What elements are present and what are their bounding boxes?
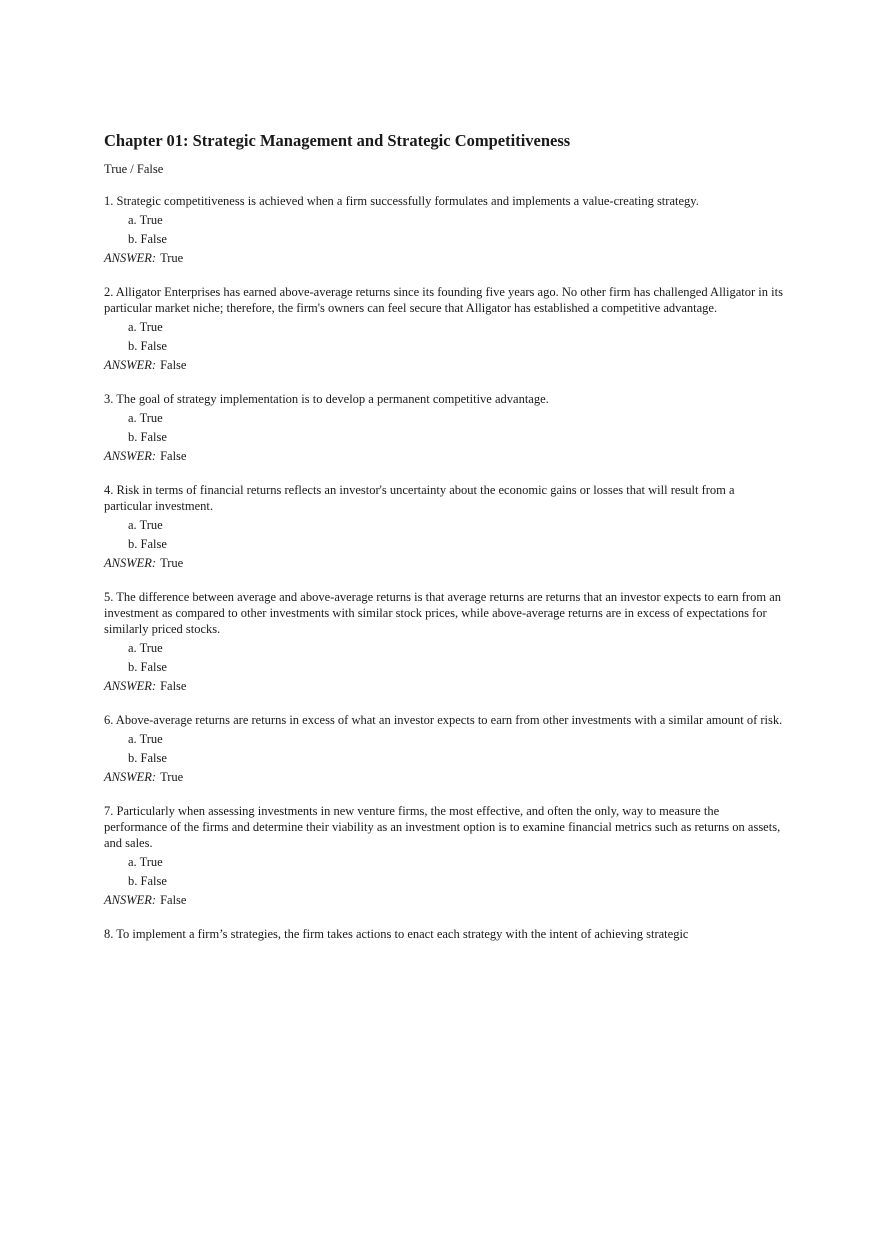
answer-label: ANSWER: — [104, 679, 157, 693]
question-stem: 3. The goal of strategy implementation is to develop a permanent competitive advantage. — [104, 392, 549, 406]
question-stem: 5. The difference between average and above-average returns is that average returns are returns that an investor expects to earn from an investment as compared to other investments with similar stock prices, while above-average returns are in excess of expectations for similarly priced stocks. — [104, 590, 781, 636]
answer-option: a. True — [128, 732, 163, 746]
question-item — [104, 712, 784, 785]
answer-option: b. False — [128, 751, 167, 765]
question-stem: 8. To implement a firm’s strategies, the firm takes actions to enact each strategy with the intent of achieving strategic — [104, 927, 689, 941]
question-stem: 7. Particularly when assessing investments in new venture firms, the most effective, and often the only, way to measure the performance of the firms and determine their viability as an investment option is to examine financial metrics such as returns on assets, and sales. — [104, 804, 781, 850]
answer-value: False — [160, 679, 187, 693]
answer-value: False — [160, 449, 187, 463]
question-list — [104, 193, 784, 942]
section-heading: True / False — [104, 162, 164, 176]
answer-line — [104, 555, 784, 571]
answer-label: ANSWER: — [104, 251, 157, 265]
question-item — [104, 589, 784, 694]
answer-line — [104, 357, 784, 373]
answer-value: False — [160, 893, 187, 907]
answer-line — [104, 448, 784, 464]
answer-line — [104, 892, 784, 908]
answer-option: b. False — [128, 874, 167, 888]
answer-option: a. True — [128, 320, 163, 334]
answer-label: ANSWER: — [104, 893, 157, 907]
answer-option: a. True — [128, 411, 163, 425]
answer-option: b. False — [128, 232, 167, 246]
answer-line — [104, 678, 784, 694]
answer-value: False — [160, 358, 187, 372]
question-item — [104, 803, 784, 908]
answer-option: a. True — [128, 641, 163, 655]
question-stem: 2. Alligator Enterprises has earned above-average returns since its founding five years ago. No other firm has challenged Alligator in its particular market niche; therefore, the firm's owners can feel secure that Alligator has established a competitive advantage. — [104, 285, 783, 315]
document-page — [104, 131, 784, 942]
answer-option: b. False — [128, 537, 167, 551]
answer-option: b. False — [128, 660, 167, 674]
answer-option: b. False — [128, 430, 167, 444]
answer-option: b. False — [128, 339, 167, 353]
question-item — [104, 482, 784, 571]
answer-line — [104, 769, 784, 785]
answer-label: ANSWER: — [104, 556, 157, 570]
answer-line — [104, 250, 784, 266]
answer-value: True — [160, 770, 184, 784]
answer-value: True — [160, 556, 184, 570]
answer-label: ANSWER: — [104, 358, 157, 372]
question-stem: 4. Risk in terms of financial returns reflects an investor's uncertainty about the economic gains or losses that will result from a particular investment. — [104, 483, 735, 513]
question-item — [104, 391, 784, 464]
question-item — [104, 193, 784, 266]
answer-label: ANSWER: — [104, 770, 157, 784]
question-stem: 6. Above-average returns are returns in excess of what an investor expects to earn from other investments with a similar amount of risk. — [104, 713, 783, 727]
question-item — [104, 926, 784, 942]
answer-option: a. True — [128, 213, 163, 227]
answer-option: a. True — [128, 855, 163, 869]
page-title: Chapter 01: Strategic Management and Strategic Competitiveness — [104, 131, 571, 150]
answer-label: ANSWER: — [104, 449, 157, 463]
answer-value: True — [160, 251, 184, 265]
question-stem: 1. Strategic competitiveness is achieved when a firm successfully formulates and implements a value-creating strategy. — [104, 194, 699, 208]
question-item — [104, 284, 784, 373]
answer-option: a. True — [128, 518, 163, 532]
